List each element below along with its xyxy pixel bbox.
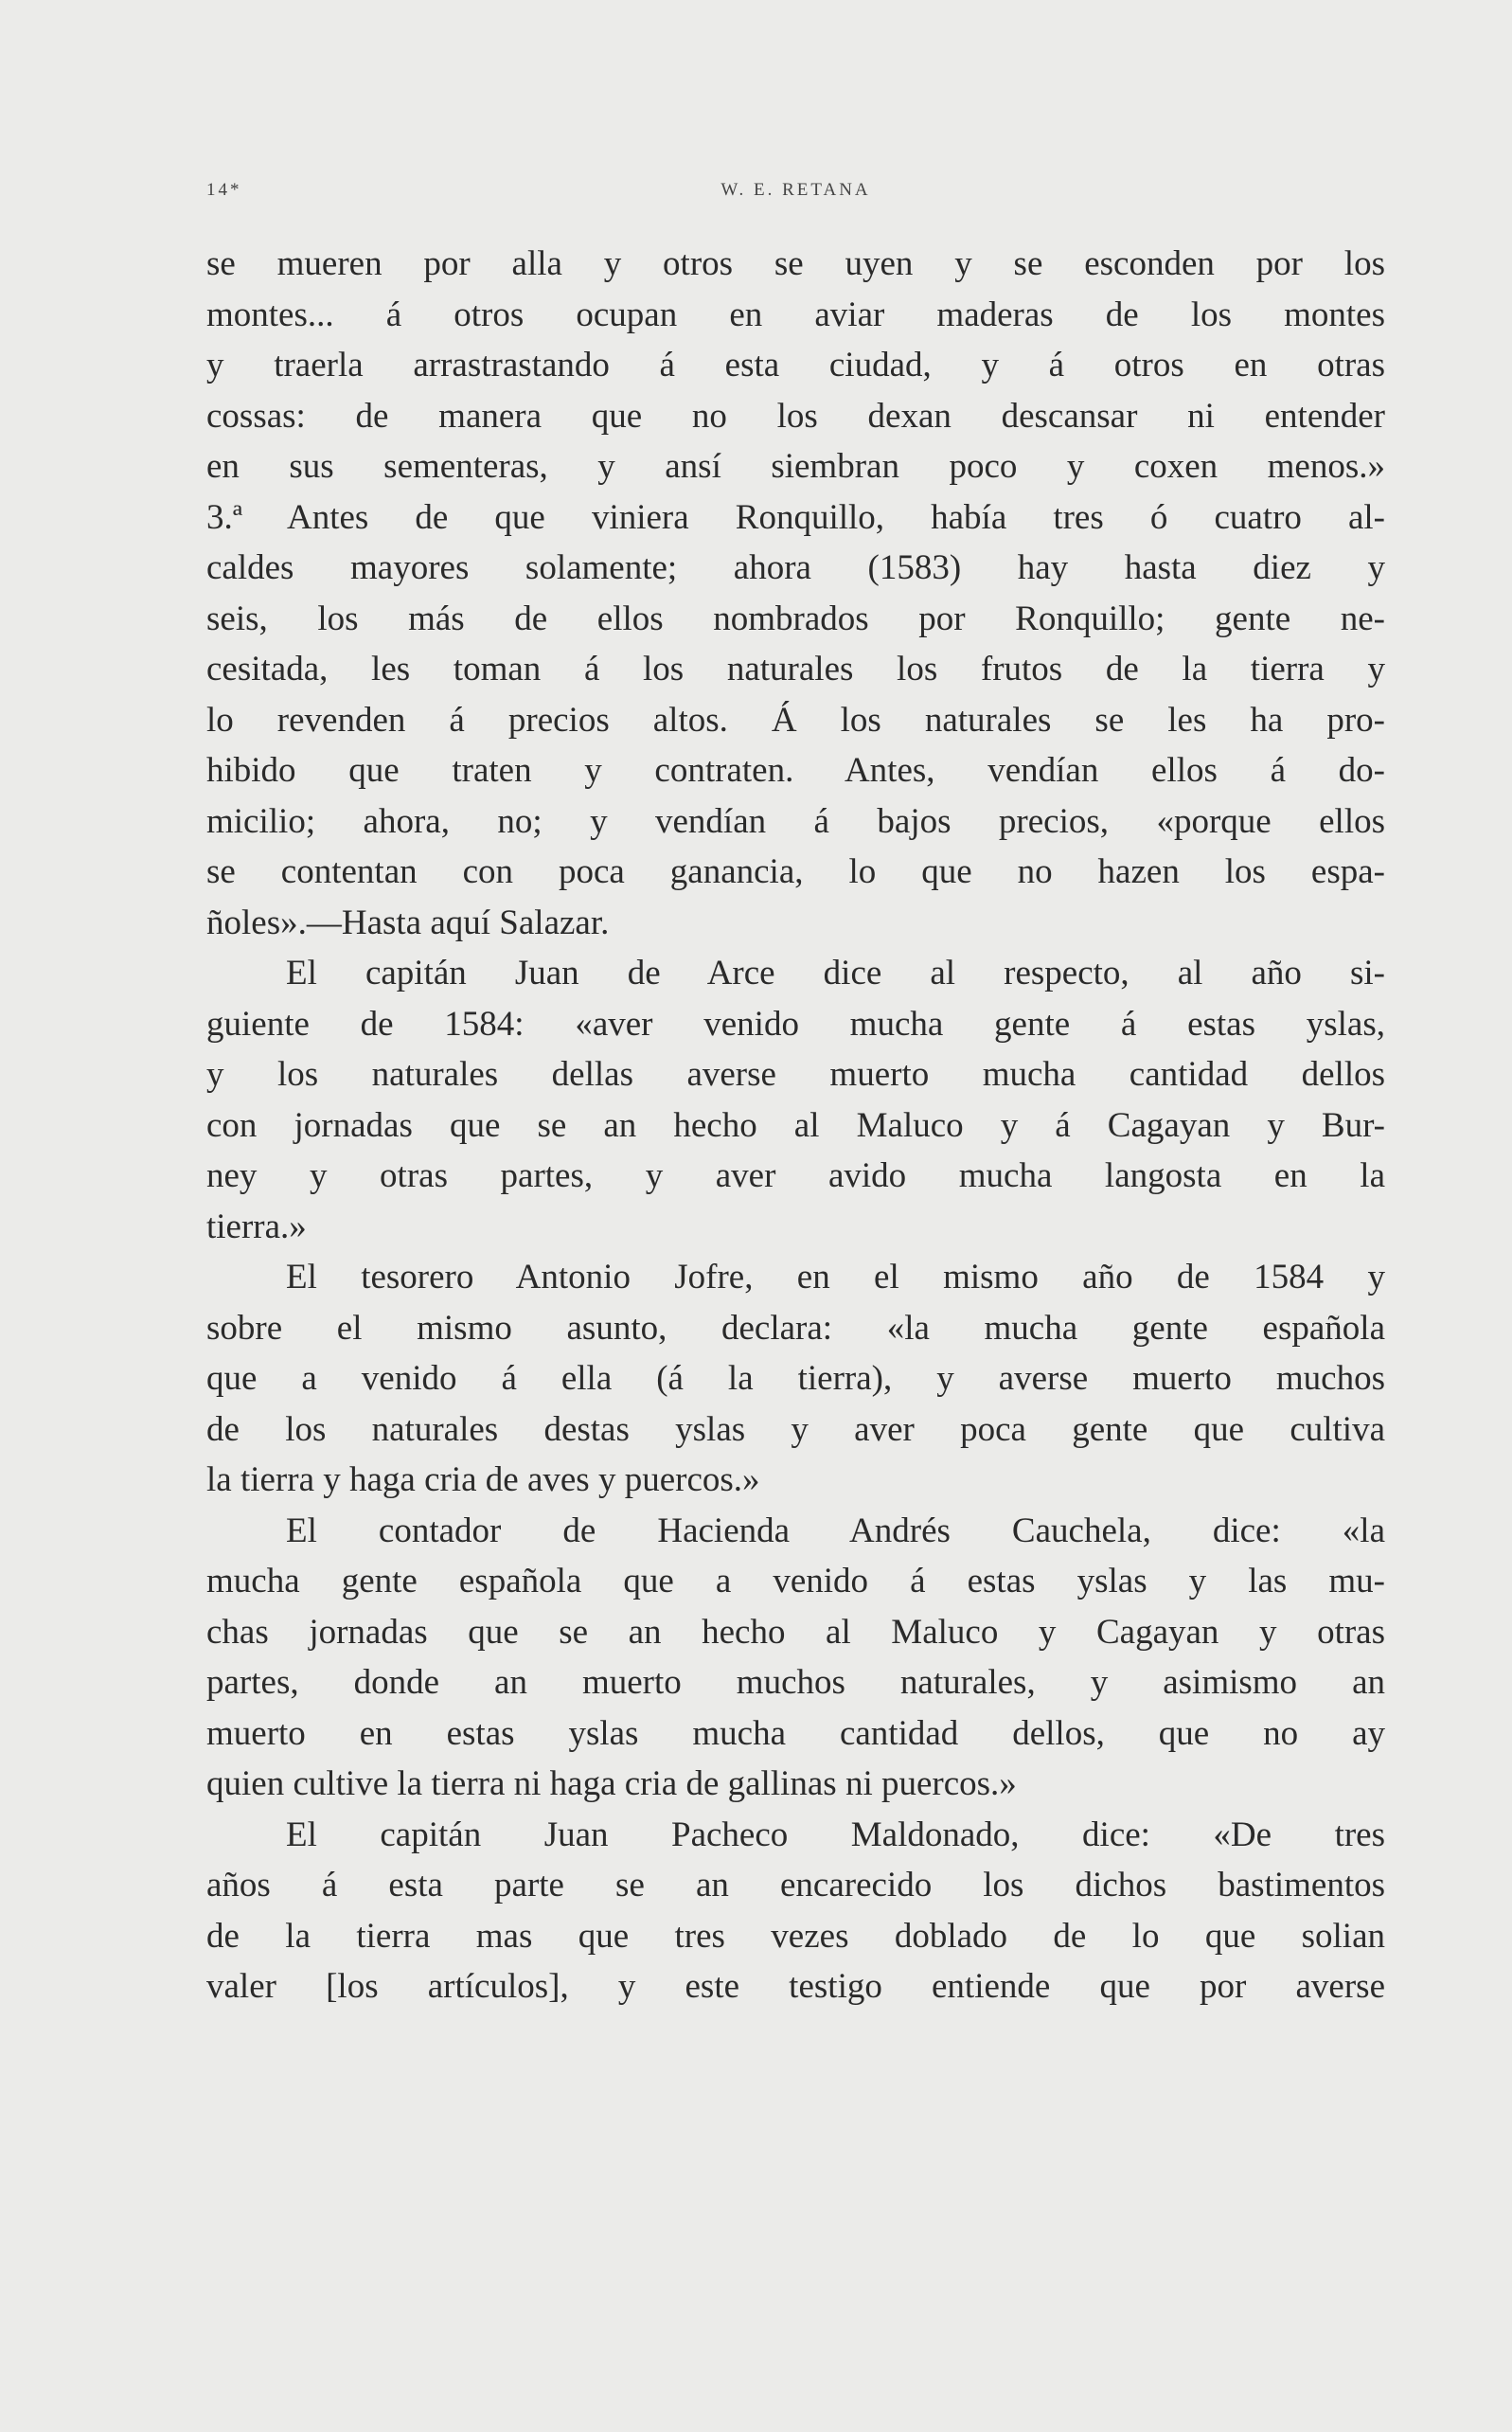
- text-line: años á esta parte se an encarecido los dichos bastimentos: [206, 1866, 1385, 1904]
- text-line: se mueren por alla y otros se uyen y se esconden por los: [206, 244, 1385, 283]
- running-title: W. E. RETANA: [720, 180, 871, 200]
- text-line: caldes mayores solamente; ahora (1583) hay hasta diez y: [206, 548, 1385, 587]
- text-line: montes... á otros ocupan en aviar maderas de los montes: [206, 295, 1385, 334]
- text-line: chas jornadas que se an hecho al Maluco y Cagayan y otras: [206, 1612, 1385, 1652]
- text-line: en sus sementeras, y ansí siembran poco y coxen menos.»: [206, 447, 1385, 486]
- text-line: con jornadas que se an hecho al Maluco y á Cagayan y Bur-: [206, 1105, 1385, 1145]
- text-line: lo revenden á precios altos. Á los naturales se les ha pro-: [206, 700, 1385, 740]
- text-line: y traerla arrastrastando á esta ciudad, y á otros en otras: [206, 346, 1385, 384]
- page-number: 14*: [206, 180, 242, 200]
- text-line: que a venido á ella (á la tierra), y averse muerto muchos: [206, 1359, 1385, 1398]
- text-line: ñoles».—Hasta aquí Salazar.: [206, 903, 610, 942]
- text-line: 3.ª Antes de que viniera Ronquillo, había tres ó cuatro al-: [206, 497, 1385, 537]
- running-header: [206, 180, 1385, 208]
- text-line: ney y otras partes, y aver avido mucha langosta en la: [206, 1156, 1385, 1195]
- text-line: valer [los artículos], y este testigo entiende que por averse: [206, 1967, 1385, 2006]
- text-line: la tierra y haga cria de aves y puercos.»: [206, 1460, 760, 1499]
- text-line: se contentan con poca ganancia, lo que no hazen los espa-: [206, 852, 1385, 891]
- text-line: de los naturales destas yslas y aver poca gente que cultiva: [206, 1409, 1385, 1449]
- text-line: de la tierra mas que tres vezes doblado de lo que solian: [206, 1916, 1385, 1956]
- text-line: tierra.»: [206, 1207, 307, 1246]
- text-line: hibido que traten y contraten. Antes, vendían ellos á do-: [206, 751, 1385, 790]
- text-line: mucha gente española que a venido á estas yslas y las mu-: [206, 1562, 1385, 1600]
- text-line: muerto en estas yslas mucha cantidad dellos, que no ay: [206, 1713, 1385, 1753]
- text-line: El capitán Juan Pacheco Maldonado, dice: «De tres: [286, 1815, 1385, 1854]
- text-line: cesitada, les toman á los naturales los frutos de la tierra y: [206, 650, 1385, 688]
- text-line: micilio; ahora, no; y vendían á bajos precios, «porque ellos: [206, 801, 1385, 841]
- text-line: El capitán Juan de Arce dice al respecto, al año si-: [286, 954, 1385, 992]
- text-line: quien cultive la tierra ni haga cria de gallinas ni puercos.»: [206, 1764, 1017, 1803]
- text-line: seis, los más de ellos nombrados por Ronquillo; gente ne-: [206, 599, 1385, 638]
- text-line: y los naturales dellas averse muerto mucha cantidad dellos: [206, 1055, 1385, 1094]
- text-line: guiente de 1584: «aver venido mucha gente á estas yslas,: [206, 1004, 1385, 1044]
- text-line: cossas: de manera que no los dexan descansar ni entender: [206, 396, 1385, 436]
- text-line: El tesorero Antonio Jofre, en el mismo año de 1584 y: [286, 1258, 1385, 1296]
- body-text: [206, 239, 1385, 2012]
- text-line: El contador de Hacienda Andrés Cauchela, dice: «la: [286, 1511, 1385, 1550]
- text-line: sobre el mismo asunto, declara: «la mucha gente española: [206, 1308, 1385, 1348]
- text-line: partes, donde an muerto muchos naturales, y asimismo an: [206, 1663, 1385, 1702]
